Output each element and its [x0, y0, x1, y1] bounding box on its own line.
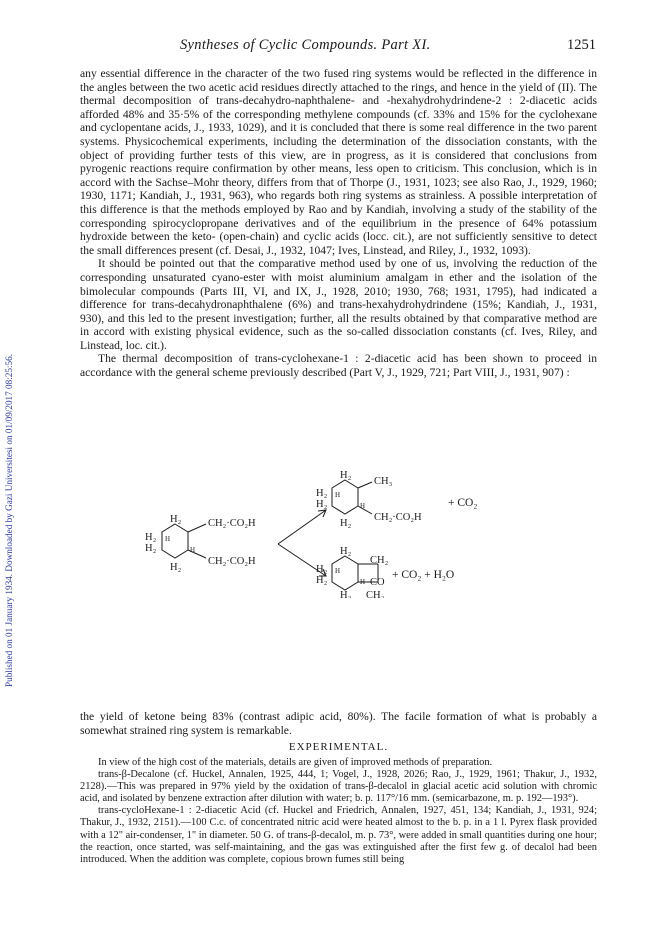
scheme-top-substituent2: CH₂·CO₂H: [374, 512, 422, 523]
experimental-body: [80, 757, 597, 866]
scheme-top-h2-left1: H₂: [316, 488, 328, 499]
running-title: Syntheses of Cyclic Compounds. Part XI.: [180, 37, 431, 53]
scheme-top-h2-left2: H₂: [316, 499, 328, 510]
post-scheme-text: [80, 710, 597, 737]
paragraph: The thermal decomposition of trans-cyclohexane-1 : 2-diacetic acid has been shown to proceed in accordance with the general scheme previously described (Part V, J., 1929, 721; Part VIII, J., 1931, 907) :: [80, 352, 597, 380]
scheme-bottom-h2-bottom: H₂: [340, 590, 352, 598]
reaction-scheme-svg: [130, 470, 550, 598]
paragraph: It should be pointed out that the comparative method used by one of us, involving the reduction of the corresponding unsaturated cyano-ester with moist aluminium amalgam in ether and the isolation of the bimolecular compounds (Parts III, VI, and IX, J., 1928, 2010; 1930, 768; 1931, 1795), had indicated a difference for trans-decahydronaphthalene (6%) and trans-hexahydrohydrindene (15%; Kandiah, J., 1931, 930), and this led to the present investigation; further, all the results obtained by that comparative method are in accord with existing physical evidence, such as the so-called dissociation constants (cf. Ives, Riley, and Linstead, loc. cit.).: [80, 257, 597, 352]
scheme-left-substituent1: CH₂·CO₂H: [208, 518, 256, 529]
scheme-left-substituent2: CH₂·CO₂H: [208, 556, 256, 567]
scheme-bottom-ch2-right: CH₂: [370, 555, 389, 566]
paragraph: the yield of ketone being 83% (contrast adipic acid, 80%). The facile formation of what is probably a somewhat strained ring system is remarkable.: [80, 710, 597, 737]
intro-body: [80, 67, 597, 380]
scheme-left-h2-top: H₂: [170, 514, 182, 525]
scheme-top-substituent1: CH₃: [374, 476, 393, 487]
scheme-left-h-inner1: H: [165, 535, 171, 543]
scheme-bottom-h-inner2: H: [360, 578, 366, 586]
scheme-bottom-h2-left1: H₂: [316, 564, 328, 575]
scheme-top-h-inner1: H: [335, 491, 341, 499]
running-header: [80, 37, 596, 55]
scheme-left-h2-left1: H₂: [145, 532, 157, 543]
scheme-top-h2-bottom: H₂: [340, 518, 352, 529]
page-number: 1251: [567, 37, 596, 53]
download-watermark: Published on 01 January 1934. Downloaded by Gazi Universitesi on 01/09/2017 08:25:56.: [4, 353, 14, 687]
scheme-top-h-inner2: H: [360, 502, 366, 510]
scheme-left-h2-left2: H₂: [145, 543, 157, 554]
scheme-bottom-h-inner1: H: [335, 567, 341, 575]
paragraph: trans-cycloHexane-1 : 2-diacetic Acid (cf. Huckel and Friedrich, Annalen, 1927, 451, 134; Kandiah, J., 1931, 924; Thakur, J., 1932, 2151).—100 C.c. of concentrated nitric acid were heated almost to the b. p. in a 1 l. Pyrex flask provided with a 12" air-condenser, 1" in diameter. 50 G. of trans-β-decalol, m. p. 73°, were added in small quantities during one hour; the reaction, once started, was self-maintaining, and the gas was extinguished after the first few g. of decalol had been introduced. When the addition was complete, copious brown fumes still being: [80, 805, 597, 865]
scheme-left-h2-bottom: H₂: [170, 562, 182, 573]
paragraph: trans-β-Decalone (cf. Huckel, Annalen, 1925, 444, 1; Vogel, J., 1928, 2026; Rao, J., 1929, 1961; Thakur, J., 1932, 2128).—This was prepared in 97% yield by the oxidation of trans-β-decalol in glacial acetic acid solution with chromic acid, and isolated by benzene extraction after dilution with water; b. p. 117°/16 mm. (semicarbazone, m. p. 192—193°).: [80, 769, 597, 805]
reaction-scheme: [130, 470, 550, 598]
scheme-bottom-h2-left2: H₂: [316, 575, 328, 586]
paragraph: any essential difference in the character of the two fused ring systems would be reflected in the difference in the angles between the two acetic acid residues directly attached to the rings, and hence in the yield of (II). The thermal decomposition of trans-decahydro-naphthalene- and -hexahydrohydrindene-2 : 2-diacetic acids afforded 48% and 35·5% of the corresponding methylene compounds (cf. 33% and 15% for the cyclohexane and cyclopentane acids, J., 1933, 1029), and it is concluded that there is some real difference in the two parent systems. Physicochemical experiments, including the determination of the dissociation constants, with the object of providing further tests of this view, are in progress, as it is considered that conclusions from pyrogenic reactions require confirmation by other means, less open to criticism. This conclusion, which is in accord with the Sachse–Mohr theory, differs from that of Thorpe (J., 1931, 1023; see also Rao, J., 1929, 1960; 1930, 1171; Kandiah, J., 1931, 963), who regards both ring systems as strainless. A possible interpretation of this difference is that the methods employed by Rao and by Kandiah, involving a study of the stability of the corresponding spirocyclopropane derivatives and of the equilibrium in the presence of 64% potassium hydroxide between the keto- (open-chain) and cyclic acids (locc. cit.), are not sufficiently sensitive to detect the small differences present (cf. Desai, J., 1932, 1047; Ives, Linstead, and Riley, J., 1932, 1093).: [80, 67, 597, 257]
scheme-bottom-coproducts: + CO₂ + H₂O: [392, 569, 455, 581]
section-heading: EXPERIMENTAL.: [288, 741, 389, 753]
scheme-top-h2-top: H₂: [340, 470, 352, 481]
scheme-bottom-co: CO: [370, 577, 385, 588]
scheme-left-h-inner2: H: [190, 546, 196, 554]
scheme-top-coproduct: + CO₂: [448, 497, 478, 509]
scheme-bottom-ch2-bottom: CH₂: [366, 590, 385, 598]
paragraph: In view of the high cost of the materials, details are given of improved methods of preparation.: [98, 757, 493, 768]
scheme-bottom-h2-top: H₂: [340, 546, 352, 557]
